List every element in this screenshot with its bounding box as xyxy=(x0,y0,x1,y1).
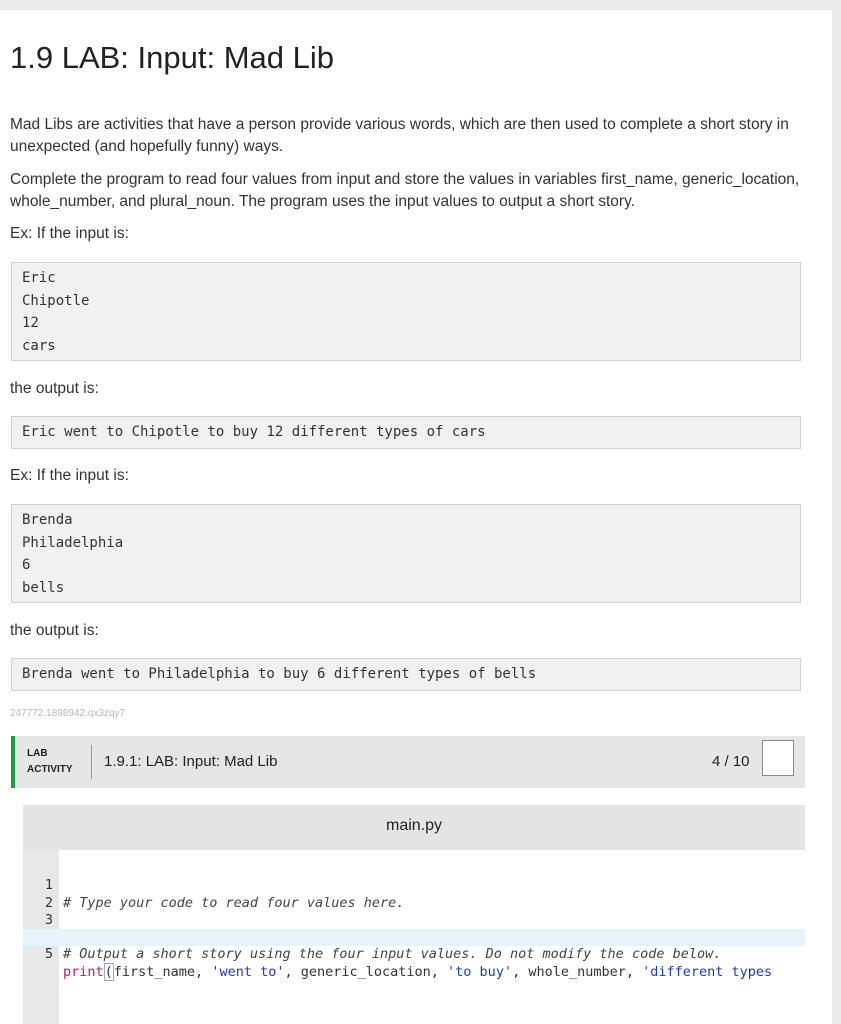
completion-checkbox-icon xyxy=(762,740,794,776)
lab-score: 4 / 10 xyxy=(712,753,750,770)
example1-output-label: the output is: xyxy=(10,380,99,397)
code-line[interactable] xyxy=(23,912,805,963)
instructions-paragraph: Complete the program to read four values from input and store the values in variables first_name, generic_location, whole_number, and plural_noun. The program uses the input values to output a short story. xyxy=(10,171,800,210)
line-number: 2 xyxy=(44,894,53,911)
lab-tag-line1: LAB xyxy=(27,748,48,759)
line-number: 1 xyxy=(44,877,53,894)
input-line: Philadelphia xyxy=(22,534,124,551)
code-line[interactable] xyxy=(23,860,805,911)
lab-activity-name: 1.9.1: LAB: Input: Mad Lib xyxy=(104,753,278,770)
code-comment: # Type your code to read four values here. xyxy=(63,894,405,911)
input-line: 12 xyxy=(22,315,39,331)
activity-identifier: 247772.1898942.qx3zqy7 xyxy=(10,708,126,719)
code-paren: ( xyxy=(104,963,113,980)
code-area[interactable] xyxy=(23,860,805,980)
intro-paragraph: Mad Libs are activities that have a person provide various words, which are then used to complete a short story in unexpected (and hopefully funny) ways. xyxy=(10,116,789,155)
code-string: 'went to' xyxy=(211,963,285,980)
input-line: bells xyxy=(22,579,65,596)
input-line: Chipotle xyxy=(22,292,90,309)
line-number: 3 xyxy=(44,911,53,928)
code-comment: # Output a short story using the four input values. Do not modify the code below. xyxy=(63,946,722,963)
code-text: , whole_number, xyxy=(512,963,643,980)
example2-label: Ex: If the input is: xyxy=(10,467,129,484)
lab-activity-header xyxy=(11,736,805,788)
page-title: 1.9 LAB: Input: Mad Lib xyxy=(10,40,334,75)
example2-output-label: the output is: xyxy=(10,622,99,639)
code-string: 'different types xyxy=(642,963,773,980)
example2-input-box xyxy=(11,504,801,603)
output-line: Brenda went to Philadelphia to buy 6 different types of bells xyxy=(22,666,537,682)
output-line: Eric went to Chipotle to buy 12 different types of cars xyxy=(22,424,486,440)
code-text: first_name, xyxy=(113,963,212,980)
line-number: 5 xyxy=(44,946,53,963)
example1-output-box xyxy=(11,416,801,449)
input-line: Brenda xyxy=(22,512,73,528)
input-line: Eric xyxy=(22,270,56,286)
lab-divider xyxy=(91,745,92,779)
input-line: 6 xyxy=(22,557,31,573)
code-keyword: print xyxy=(63,963,104,980)
lab-activity-tag xyxy=(27,746,87,778)
print-statement xyxy=(63,964,772,981)
example1-input-box xyxy=(11,262,801,361)
editor-filename: main.py xyxy=(385,817,443,834)
code-text: , generic_location, xyxy=(284,963,448,980)
code-editor[interactable] xyxy=(23,805,805,1024)
code-string: 'to buy' xyxy=(447,963,513,980)
input-line: cars xyxy=(22,337,56,354)
code-line[interactable] xyxy=(23,895,805,928)
editor-file-tab[interactable] xyxy=(23,805,805,850)
lab-tag-line2: ACTIVITY xyxy=(27,764,73,775)
example1-label: Ex: If the input is: xyxy=(10,225,129,242)
example2-output-box xyxy=(11,658,801,691)
